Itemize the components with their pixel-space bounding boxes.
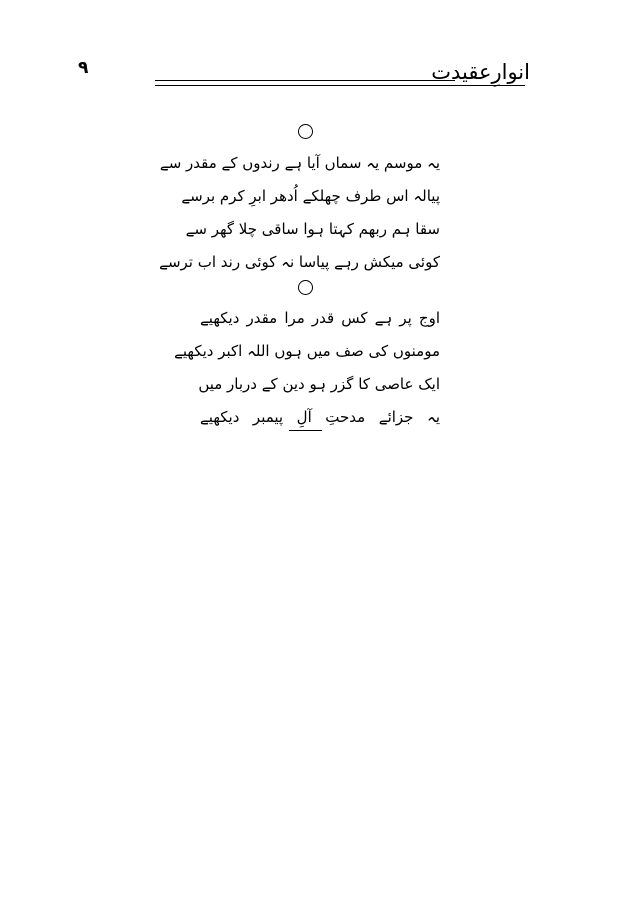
verse-line: کوئی میکش رہے پیاسا نہ کوئی رند اب ترسے — [159, 253, 440, 271]
stanza-separator-circle-2 — [298, 280, 313, 295]
page-number: ۹ — [78, 58, 89, 78]
verse-line: مومنوں کی صف میں ہوں اللہ اکبر دیکھیے — [174, 342, 440, 360]
verse-line: سقا ہم ربھم کہتا ہوا ساقی چلا گھر سے — [185, 220, 440, 238]
stanza-separator-circle-1 — [298, 124, 313, 139]
verse-line: ایک عاصی کا گزر ہو دین کے دربار میں — [198, 375, 440, 393]
poem-end-rule — [289, 430, 322, 431]
running-title: انوارِعقیدت — [431, 60, 530, 84]
verse-line: یہ جزائے مدحتِ آلِ پیمبر دیکھیے — [200, 408, 440, 426]
verse-line: یہ موسم یہ سماں آیا ہے رندوں کے مقدر سے — [159, 154, 440, 172]
stanza-2 — [174, 302, 440, 434]
stanza-1 — [159, 147, 440, 279]
header-rule-lower — [155, 85, 525, 86]
header-rule-upper — [155, 80, 455, 81]
verse-line: اوج پر ہے کس قدر مرا مقدر دیکھیے — [200, 309, 440, 327]
verse-line: پیالہ اس طرف چھلکے اُدھر ابرِ کرم برسے — [181, 187, 440, 205]
